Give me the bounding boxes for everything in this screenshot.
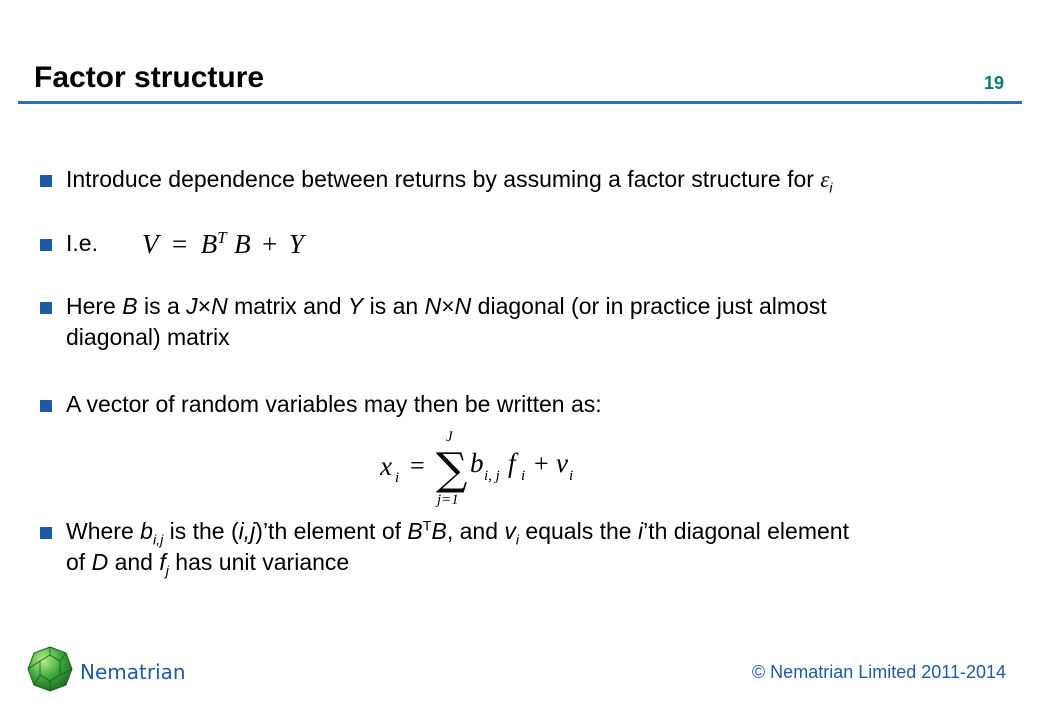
sigma-symbol: ∑: [436, 444, 468, 495]
bullet-5-B: B: [431, 518, 447, 544]
bullet-5-text: ’th diagonal element: [643, 518, 849, 544]
bullet-5-f: f: [159, 549, 166, 575]
bullet-3-text: Here: [66, 293, 123, 319]
bullet-5-transpose: T: [422, 518, 432, 535]
epsilon-symbol: ε: [820, 167, 830, 192]
bullet-4: A vector of random variables may then be written as:: [66, 391, 602, 417]
bullet-5-B: B: [407, 518, 423, 544]
title-divider: [18, 101, 1022, 104]
bullet-5-i: i: [637, 518, 644, 544]
formula-plus: +: [262, 229, 278, 259]
bullet-5-v: v: [504, 518, 516, 544]
bullet-5-b: b: [140, 518, 153, 544]
sum-f-subscript: i: [521, 468, 526, 484]
times-symbol: ×: [197, 293, 212, 319]
bullet-5-text: has unit variance: [168, 549, 350, 575]
factor-sum-formula: [380, 428, 620, 512]
formula-Y: Y: [288, 229, 304, 259]
sum-b-subscript: i, j: [484, 468, 500, 484]
bullet-marker-3: [40, 302, 52, 314]
bullet-5-text: equals the: [519, 518, 638, 544]
covariance-formula: [142, 228, 304, 260]
sum-equals: =: [410, 451, 425, 480]
bullet-1: [66, 164, 833, 195]
bullet-3-N: N: [454, 293, 472, 319]
slide-title: Factor structure: [34, 61, 265, 94]
bullet-3-text: diagonal (or in practice just almost: [471, 293, 827, 319]
bullet-5-text: Where: [66, 518, 141, 544]
footer-copyright: © Nematrian Limited 2011-2014: [751, 662, 1006, 682]
bullet-5-ij: i,j: [238, 518, 256, 544]
sum-x: x: [380, 451, 392, 481]
bullet-marker-4: [40, 400, 52, 412]
bullet-3-B: B: [122, 293, 138, 319]
sum-lower-limit: j=1: [437, 492, 459, 508]
bullet-5-text: of: [66, 549, 92, 575]
bullet-3-Y: Y: [347, 293, 364, 319]
bullet-marker-5: [40, 527, 52, 539]
bullet-marker-2: [40, 239, 52, 251]
bullet-3-N: N: [211, 293, 228, 319]
bullet-3-text: is an: [363, 293, 425, 319]
bullet-3-line-2: diagonal) matrix: [66, 324, 230, 350]
sum-upper-limit: J: [446, 429, 453, 445]
bullet-marker-1: [40, 175, 52, 187]
footer-brand: Nematrian: [80, 660, 186, 684]
bullet-3-N: N: [424, 293, 442, 319]
sum-plus: +: [534, 449, 549, 478]
formula-B1: B: [200, 229, 218, 259]
formula-V: V: [142, 229, 159, 259]
bullet-3-J: J: [186, 293, 198, 319]
bullet-1-text: Introduce dependence between returns by assuming a factor structure for: [66, 166, 821, 192]
sum-x-subscript: i: [395, 470, 400, 486]
sum-f: f: [508, 448, 516, 478]
bullet-5-line-2: [66, 547, 349, 578]
bullet-5-v-subscript: i: [515, 532, 520, 549]
bullet-3-text: matrix and: [227, 293, 348, 319]
bullet-3-text: is a: [137, 293, 187, 319]
bullet-5-text: , and: [446, 518, 505, 544]
bullet-5: [66, 516, 849, 547]
formula-B2: B: [234, 229, 251, 259]
bullet-5-D: D: [91, 549, 109, 575]
sum-v: v: [556, 448, 568, 478]
bullet-5-text: is the (: [163, 518, 239, 544]
formula-transpose: T: [217, 228, 227, 247]
times-symbol: ×: [441, 293, 455, 319]
bullet-3: [66, 291, 827, 322]
formula-equals: =: [172, 229, 188, 259]
bullet-5-text: )’th element of: [255, 518, 408, 544]
bullet-5-f-subscript: j: [165, 563, 169, 580]
epsilon-subscript: i: [829, 180, 833, 197]
sum-b: b: [470, 448, 484, 478]
nematrian-logo-icon: [26, 645, 74, 693]
bullet-2-label: I.e.: [66, 230, 98, 256]
bullet-5-text: and: [108, 549, 160, 575]
bullet-5-b-subscript: i,j: [152, 532, 164, 549]
sum-v-subscript: i: [569, 468, 574, 484]
bullet-2: [66, 228, 98, 259]
page-number: 19: [983, 73, 1004, 93]
